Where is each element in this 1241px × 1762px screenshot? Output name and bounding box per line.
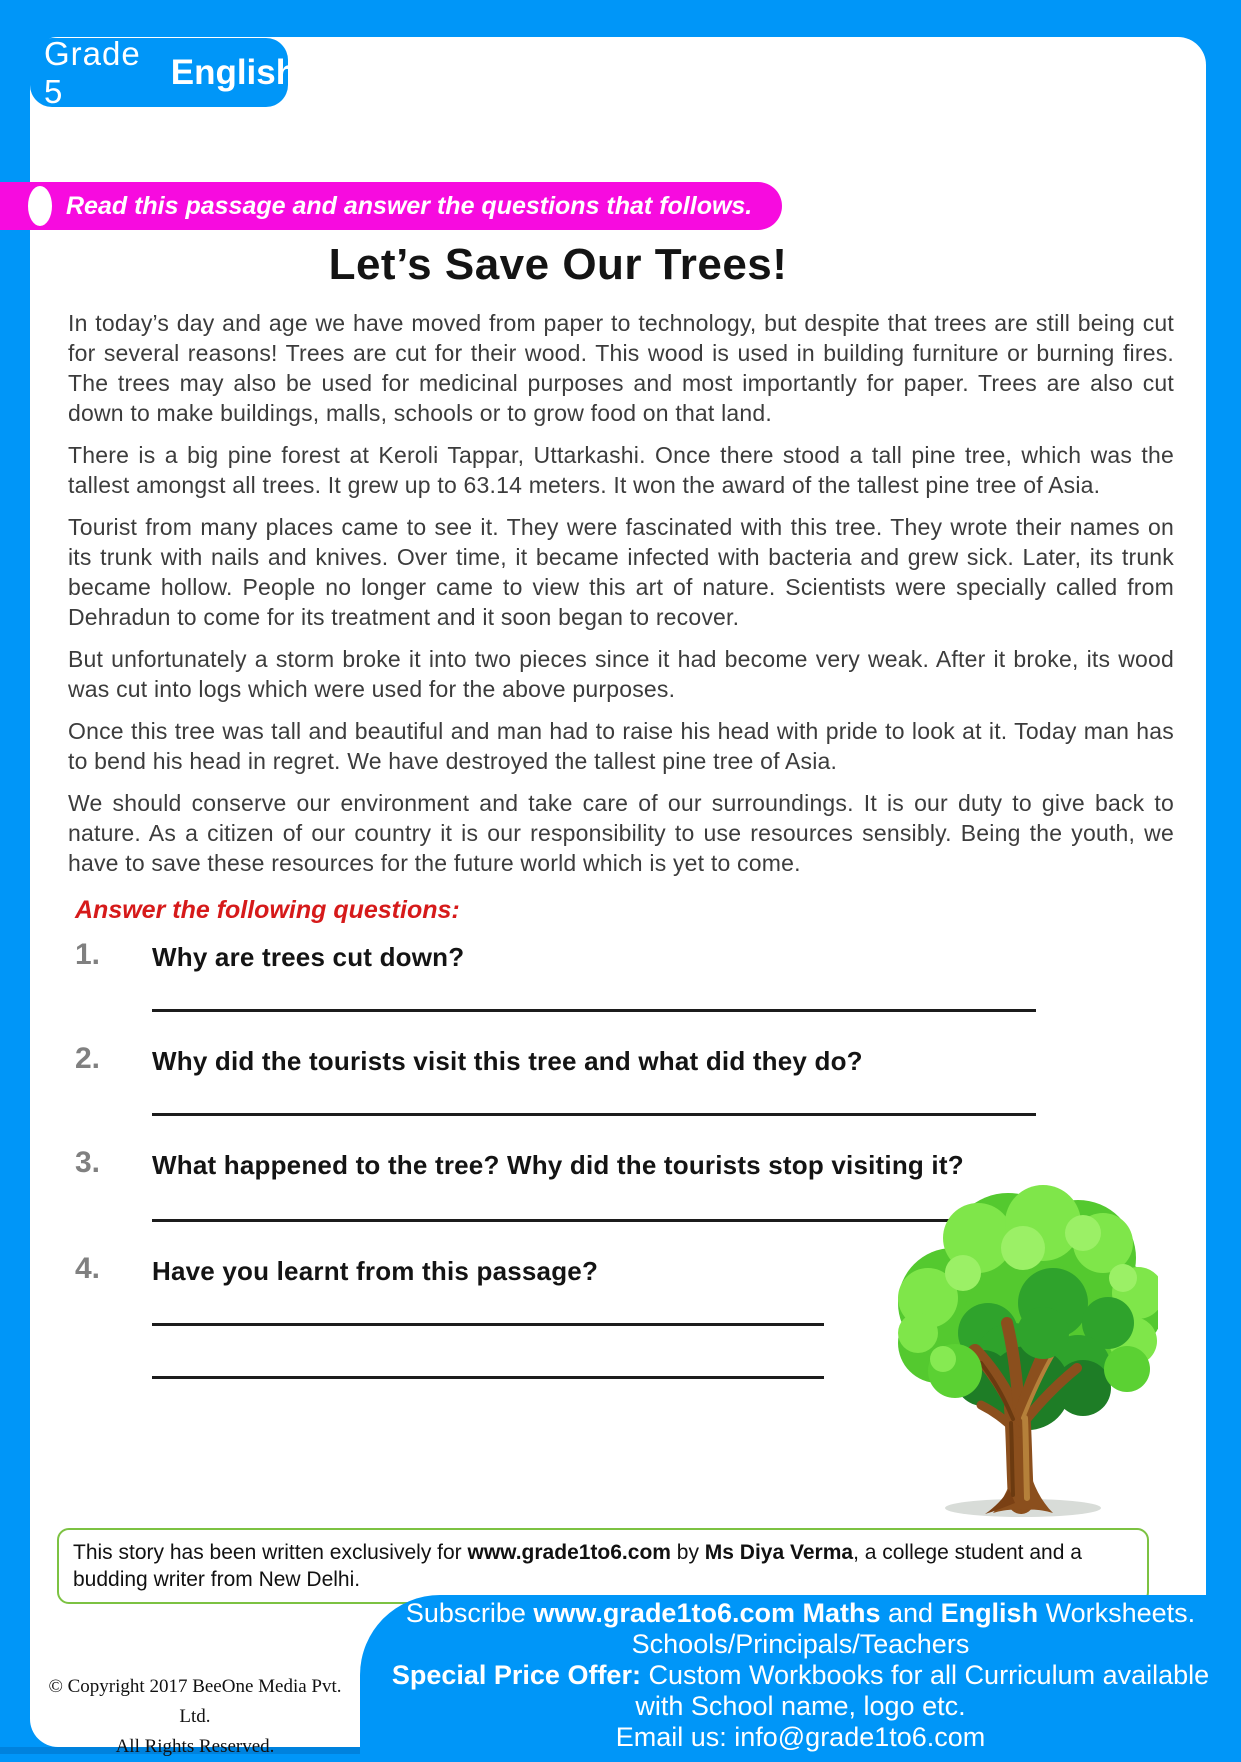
footer-offer-text: Custom Workbooks for all Curriculum available [640, 1660, 1210, 1690]
passage-paragraph: But unfortunately a storm broke it into two pieces since it had become very weak. After it broke, its wood was cut into logs which were used for the above purposes. [68, 646, 1174, 702]
passage-paragraph: We should conserve our environment and take care of our surroundings. It is our duty to give back to nature. As a citizen of our country it is our responsibility to use resources sensibly. Being the youth, we have to save these resources for the future world which is yet to come. [68, 790, 1174, 876]
passage-paragraph: There is a big pine forest at Keroli Tappar, Uttarkashi. Once there stood a tall pine tree, which was the tallest amongst all trees. It grew up to 63.14 meters. It won the award of the tallest pine tree of Asia. [68, 442, 1174, 498]
footer-english: English [940, 1598, 1039, 1628]
question-2-number: 2. [75, 1042, 101, 1075]
question-4-number: 4. [75, 1252, 101, 1285]
footer-text-block [360, 1598, 1241, 1753]
instruction-text: Read this passage and answer the questions that follows. [66, 191, 753, 220]
answer-line-4b [152, 1376, 824, 1379]
answer-line-2 [152, 1113, 1036, 1116]
footer-worksheets: Worksheets. [1038, 1598, 1196, 1628]
grade-label: Grade 5 [44, 34, 141, 110]
copyright-line-2: All Rights Reserved. [115, 1736, 275, 1757]
footer-and: and [880, 1598, 941, 1628]
passage-body [68, 308, 1174, 890]
answer-line-4a [152, 1323, 824, 1326]
passage-paragraph: In today’s day and age we have moved from paper to technology, but despite that trees are still being cut for several reasons! Trees are cut for their wood. This wood is used in building furniture or burning fires. The trees may also be used for medicinal purposes and most importantly for paper. Trees are also cut down to make buildings, malls, schools or to grow food on that land. [68, 310, 1174, 426]
footer-subscribe-line [360, 1598, 1241, 1629]
tree-illustration [893, 1183, 1158, 1518]
question-3-text: What happened to the tree? Why did the tourists stop visiting it? [152, 1150, 964, 1180]
attribution-site: www.grade1to6.com [467, 1541, 671, 1564]
questions-heading: Answer the following questions: [75, 896, 460, 924]
instruction-banner [0, 182, 782, 230]
question-1-text: Why are trees cut down? [152, 942, 465, 972]
answer-line-1 [152, 1009, 1036, 1012]
footer-site-maths: www.grade1to6.com Maths [533, 1598, 881, 1628]
copyright-line-1: © Copyright 2017 BeeOne Media Pvt. Ltd. [48, 1676, 342, 1727]
subject-label: English [170, 52, 298, 92]
banner-ellipse-icon [28, 186, 52, 226]
footer-offer-label: Special Price Offer: [391, 1660, 641, 1690]
passage-title: Let’s Save Our Trees! [328, 240, 788, 289]
question-1-number: 1. [75, 938, 101, 971]
attribution-text-3: , a college student and a budding writer from New Delhi. [73, 1541, 1082, 1591]
question-4-text: Have you learnt from this passage? [152, 1256, 599, 1286]
footer-audience-line: Schools/Principals/Teachers [631, 1629, 970, 1659]
copyright-notice [35, 1672, 355, 1762]
footer-email-line: Email us: info@grade1to6.com [615, 1722, 986, 1752]
passage-paragraph: Once this tree was tall and beautiful and man had to raise his head with pride to look at it. Today man has to bend his head in regret. We have destroyed the tallest pine tree of Asia. [68, 718, 1174, 774]
passage-paragraph: Tourist from many places came to see it. They were fascinated with this tree. They wrote their names on its trunk with nails and knives. Over time, it became infected with bacteria and grew sick. Later, its trunk became hollow. People no longer came to view this art of nature. Scientists were specially called from Dehradun to come for its treatment and it soon began to recover. [68, 514, 1174, 630]
grade-subject-tab [30, 34, 298, 110]
attribution-text-1: This story has been written exclusively for [73, 1541, 468, 1564]
footer-offer-line [360, 1660, 1241, 1691]
footer-school-line: with School name, logo etc. [635, 1691, 966, 1721]
footer-subscribe-prefix: Subscribe [405, 1598, 534, 1628]
attribution-box [57, 1528, 1149, 1604]
question-3-number: 3. [75, 1146, 101, 1179]
attribution-author: Ms Diya Verma [704, 1541, 854, 1564]
attribution-text-2: by [670, 1541, 705, 1564]
question-2-text: Why did the tourists visit this tree and what did they do? [152, 1046, 863, 1076]
